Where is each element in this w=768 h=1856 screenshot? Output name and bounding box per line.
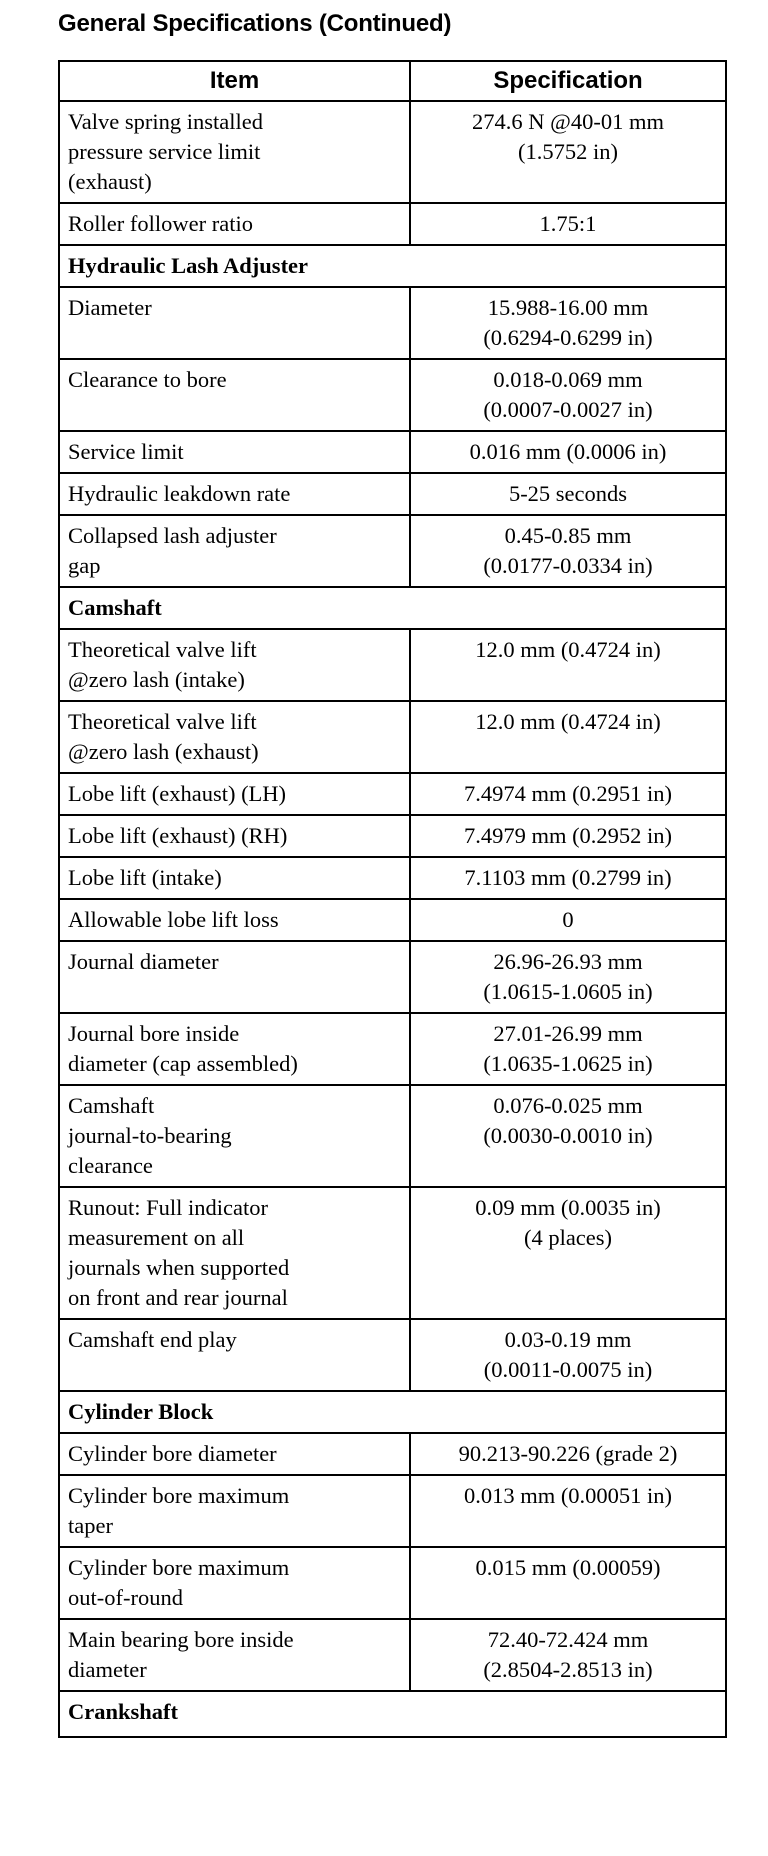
table-header-row (59, 61, 726, 101)
item-cell: Cylinder bore maximum out-of-round (59, 1547, 410, 1619)
specification-cell: 0.076-0.025 mm (0.0030-0.0010 in) (410, 1085, 726, 1187)
specification-cell: 0.016 mm (0.0006 in) (410, 431, 726, 473)
specification-cell: 5-25 seconds (410, 473, 726, 515)
table-row (59, 1013, 726, 1085)
specification-cell: 12.0 mm (0.4724 in) (410, 629, 726, 701)
table-row (59, 1475, 726, 1547)
item-cell: Lobe lift (exhaust) (RH) (59, 815, 410, 857)
item-cell: Service limit (59, 431, 410, 473)
table-row (59, 899, 726, 941)
item-cell: Clearance to bore (59, 359, 410, 431)
specification-cell: 0.09 mm (0.0035 in) (4 places) (410, 1187, 726, 1319)
section-header-row (59, 1691, 726, 1737)
item-cell: Main bearing bore inside diameter (59, 1619, 410, 1691)
specification-cell: 72.40-72.424 mm (2.8504-2.8513 in) (410, 1619, 726, 1691)
item-cell: Valve spring installed pressure service limit (exhaust) (59, 101, 410, 203)
specification-cell: 7.4979 mm (0.2952 in) (410, 815, 726, 857)
specifications-table-body (59, 101, 726, 1737)
item-cell: Camshaft journal-to-bearing clearance (59, 1085, 410, 1187)
table-row (59, 773, 726, 815)
page-title: General Specifications (Continued) (58, 10, 452, 37)
specification-cell: 0.018-0.069 mm (0.0007-0.0027 in) (410, 359, 726, 431)
table-row (59, 1433, 726, 1475)
specification-cell: 274.6 N @40-01 mm (1.5752 in) (410, 101, 726, 203)
specification-cell: 0 (410, 899, 726, 941)
table-row (59, 941, 726, 1013)
section-header-row (59, 587, 726, 629)
item-cell: Theoretical valve lift @zero lash (intake) (59, 629, 410, 701)
specification-cell: 0.015 mm (0.00059) (410, 1547, 726, 1619)
table-row (59, 857, 726, 899)
specification-cell: 15.988-16.00 mm (0.6294-0.6299 in) (410, 287, 726, 359)
table-row (59, 815, 726, 857)
item-cell: Roller follower ratio (59, 203, 410, 245)
specification-cell: 0.03-0.19 mm (0.0011-0.0075 in) (410, 1319, 726, 1391)
item-cell: Camshaft end play (59, 1319, 410, 1391)
table-row (59, 629, 726, 701)
table-row (59, 473, 726, 515)
item-cell: Diameter (59, 287, 410, 359)
column-header-item: Item (59, 61, 410, 101)
item-cell: Cylinder bore maximum taper (59, 1475, 410, 1547)
item-cell: Lobe lift (intake) (59, 857, 410, 899)
table-row (59, 287, 726, 359)
specification-cell: 12.0 mm (0.4724 in) (410, 701, 726, 773)
table-row (59, 1547, 726, 1619)
item-cell: Journal bore inside diameter (cap assembled) (59, 1013, 410, 1085)
specification-cell: 7.4974 mm (0.2951 in) (410, 773, 726, 815)
item-cell: Theoretical valve lift @zero lash (exhaust) (59, 701, 410, 773)
table-row (59, 1085, 726, 1187)
specification-cell: 1.75:1 (410, 203, 726, 245)
table-row (59, 101, 726, 203)
section-title: Cylinder Block (59, 1391, 726, 1433)
item-cell: Hydraulic leakdown rate (59, 473, 410, 515)
specification-cell: 7.1103 mm (0.2799 in) (410, 857, 726, 899)
table-row (59, 359, 726, 431)
table-row (59, 701, 726, 773)
specification-cell: 90.213-90.226 (grade 2) (410, 1433, 726, 1475)
item-cell: Cylinder bore diameter (59, 1433, 410, 1475)
section-header-row (59, 245, 726, 287)
item-cell: Journal diameter (59, 941, 410, 1013)
specifications-table (58, 60, 727, 1738)
specification-cell: 27.01-26.99 mm (1.0635-1.0625 in) (410, 1013, 726, 1085)
table-row (59, 203, 726, 245)
table-row (59, 1319, 726, 1391)
table-row (59, 1619, 726, 1691)
item-cell: Allowable lobe lift loss (59, 899, 410, 941)
specification-cell: 0.45-0.85 mm (0.0177-0.0334 in) (410, 515, 726, 587)
item-cell: Collapsed lash adjuster gap (59, 515, 410, 587)
table-row (59, 515, 726, 587)
column-header-specification: Specification (410, 61, 726, 101)
item-cell: Lobe lift (exhaust) (LH) (59, 773, 410, 815)
section-title: Crankshaft (59, 1691, 726, 1737)
specification-cell: 0.013 mm (0.00051 in) (410, 1475, 726, 1547)
section-title: Camshaft (59, 587, 726, 629)
table-row (59, 1187, 726, 1319)
item-cell: Runout: Full indicator measurement on all journals when supported on front and rear journal (59, 1187, 410, 1319)
specification-cell: 26.96-26.93 mm (1.0615-1.0605 in) (410, 941, 726, 1013)
section-title: Hydraulic Lash Adjuster (59, 245, 726, 287)
section-header-row (59, 1391, 726, 1433)
table-row (59, 431, 726, 473)
